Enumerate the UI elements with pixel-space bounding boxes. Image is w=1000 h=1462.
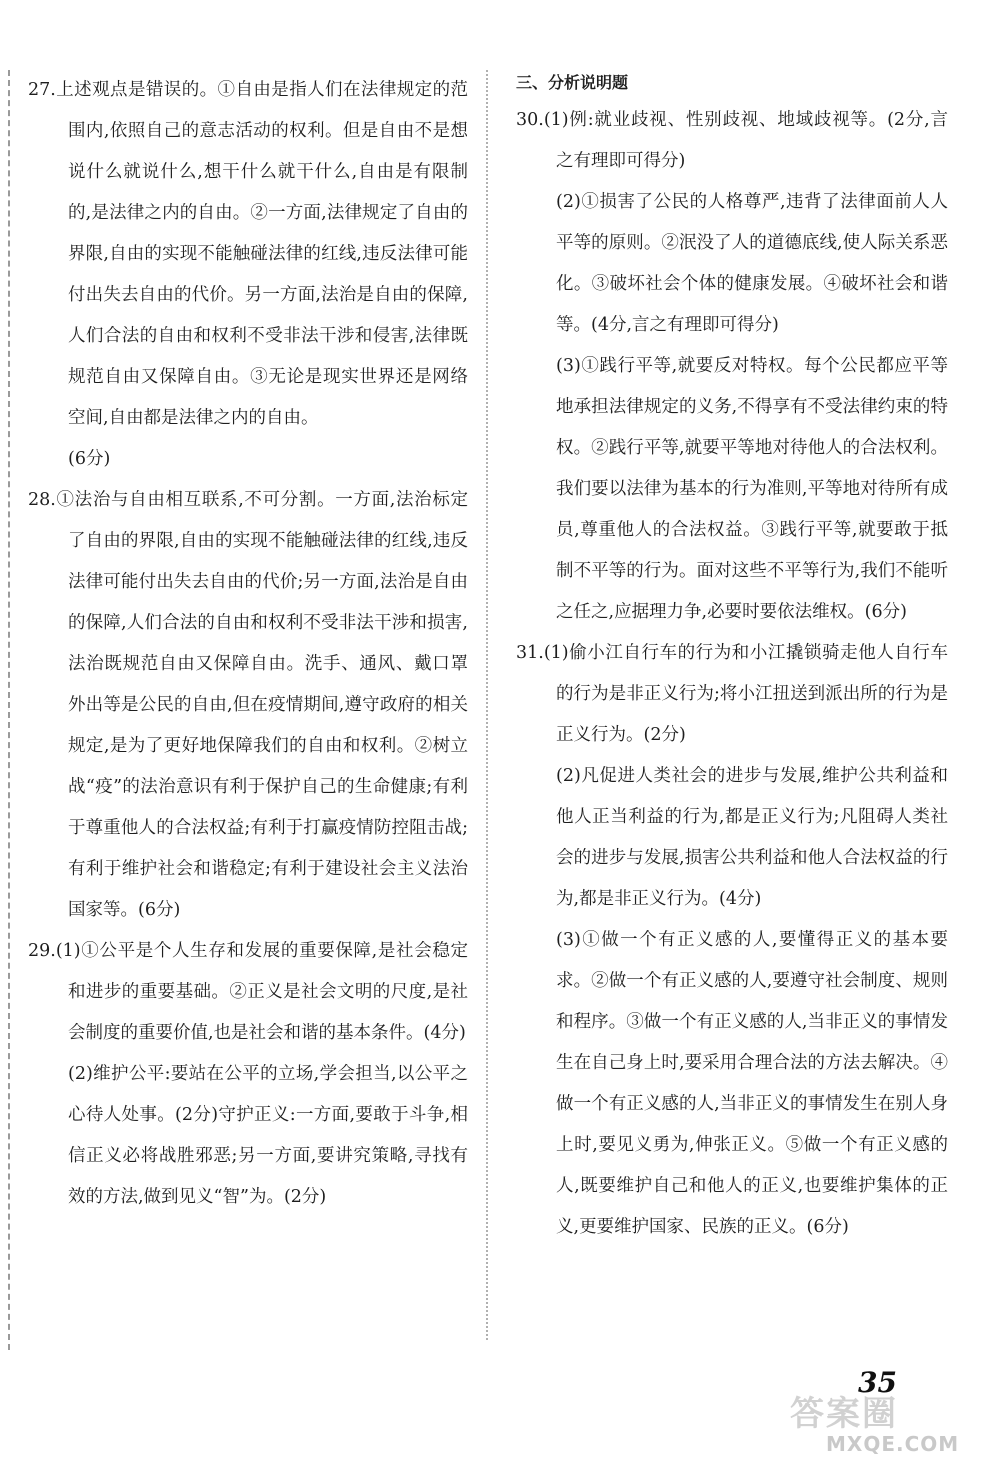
answer-30-part1 xyxy=(516,100,948,182)
question-number: 30. xyxy=(516,110,544,130)
answer-text: (1)例:就业歧视、性别歧视、地域歧视等。(2分,言之有理即可得分) xyxy=(543,110,948,171)
answer-text: (1)①公平是个人生存和发展的重要保障,是社会稳定和进步的重要基础。②正义是社会文明的尺度,是社会制度的重要价值,也是社会和谐的基本条件。(4分) xyxy=(55,941,468,1043)
answer-29-part2: (2)维护公平:要站在公平的立场,学会担当,以公平之心待人处事。(2分)守护正义:一方面,要敢于斗争,相信正义必将战胜邪恶;另一方面,要讲究策略,寻找有效的方法,做到见义“智”为。(2分) xyxy=(68,1064,468,1207)
question-number: 29. xyxy=(28,941,56,961)
section-title: 三、分析说明题 xyxy=(516,73,629,92)
left-column xyxy=(28,70,468,1218)
answer-31-part1 xyxy=(516,633,948,756)
answer-29-part1 xyxy=(28,931,468,1054)
answer-27 xyxy=(28,70,468,439)
answer-31-part3: (3)①做一个有正义感的人,要懂得正义的基本要求。②做一个有正义感的人,要遵守社会制度、规则和程序。③做一个有正义感的人,当非正义的事情发生在自己身上时,要采用合理合法的方法去解决。④做一个有正义感的人,当非正义的事情发生在别人身上时,要见义勇为,伸张正义。⑤做一个有正义感的人,既要维护自己和他人的正义,也要维护集体的正义,更要维护国家、民族的正义。(6分) xyxy=(556,930,948,1237)
column-divider xyxy=(486,70,488,1340)
watermark-url: MXQE.COM xyxy=(826,1432,960,1456)
question-number: 27. xyxy=(28,80,56,100)
answer-30-part3: (3)①践行平等,就要反对特权。每个公民都应平等地承担法律规定的义务,不得享有不受法律约束的特权。②践行平等,就要平等地对待他人的合法权利。我们要以法律为基本的行为准则,平等地对待所有成员,尊重他人的合法权益。③践行平等,就要敢于抵制不平等的行为。面对这些不平等行为,我们不能听之任之,应据理力争,必要时要依法维权。(6分) xyxy=(556,356,948,622)
answer-27-score: (6分) xyxy=(68,449,111,469)
watermark-text: 答案圈 xyxy=(790,1394,898,1434)
page-number: 35 xyxy=(858,1366,897,1399)
binding-line xyxy=(8,70,10,1350)
question-number: 28. xyxy=(28,490,56,510)
answer-text: ①法治与自由相互联系,不可分割。一方面,法治标定了自由的界限,自由的实现不能触碰法律的红线,违反法律可能付出失去自由的代价;另一方面,法治是自由的保障,人们合法的自由和权利不受非法干涉和损害,法治既规范自由又保障自由。洗手、通风、戴口罩外出等是公民的自由,但在疫情期间,遵守政府的相关规定,是为了更好地保障我们的自由和权利。②树立战“疫”的法治意识有利于保护自己的生命健康;有利于尊重他人的合法权益;有利于打赢疫情防控阻击战;有利于维护社会和谐稳定;有利于建设社会主义法治国家等。(6分) xyxy=(55,490,468,920)
watermark-logo xyxy=(790,1395,980,1457)
right-column xyxy=(516,70,948,1248)
answer-text: 上述观点是错误的。①自由是指人们在法律规定的范围内,依照自己的意志活动的权利。但是自由不是想说什么就说什么,想干什么就干什么,自由是有限制的,是法律之内的自由。②一方面,法律规定了自由的界限,自由的实现不能触碰法律的红线,违反法律可能付出失去自由的代价。另一方面,法治是自由的保障,人们合法的自由和权利不受非法干涉和侵害,法律既规范自由又保障自由。③无论是现实世界还是网络空间,自由都是法律之内的自由。 xyxy=(55,80,468,428)
answer-31-part2: (2)凡促进人类社会的进步与发展,维护公共利益和他人正当利益的行为,都是正义行为;凡阻碍人类社会的进步与发展,损害公共利益和他人合法权益的行为,都是非正义行为。(4分) xyxy=(556,766,948,909)
answer-30-part2: (2)①损害了公民的人格尊严,违背了法律面前人人平等的原则。②泯没了人的道德底线,使人际关系恶化。③破坏社会个体的健康发展。④破坏社会和谐等。(4分,言之有理即可得分) xyxy=(556,192,948,335)
answer-28 xyxy=(28,480,468,931)
answer-text: (1)偷小江自行车的行为和小江撬锁骑走他人自行车的行为是非正义行为;将小江扭送到派出所的行为是正义行为。(2分) xyxy=(543,643,948,745)
question-number: 31. xyxy=(516,643,544,663)
